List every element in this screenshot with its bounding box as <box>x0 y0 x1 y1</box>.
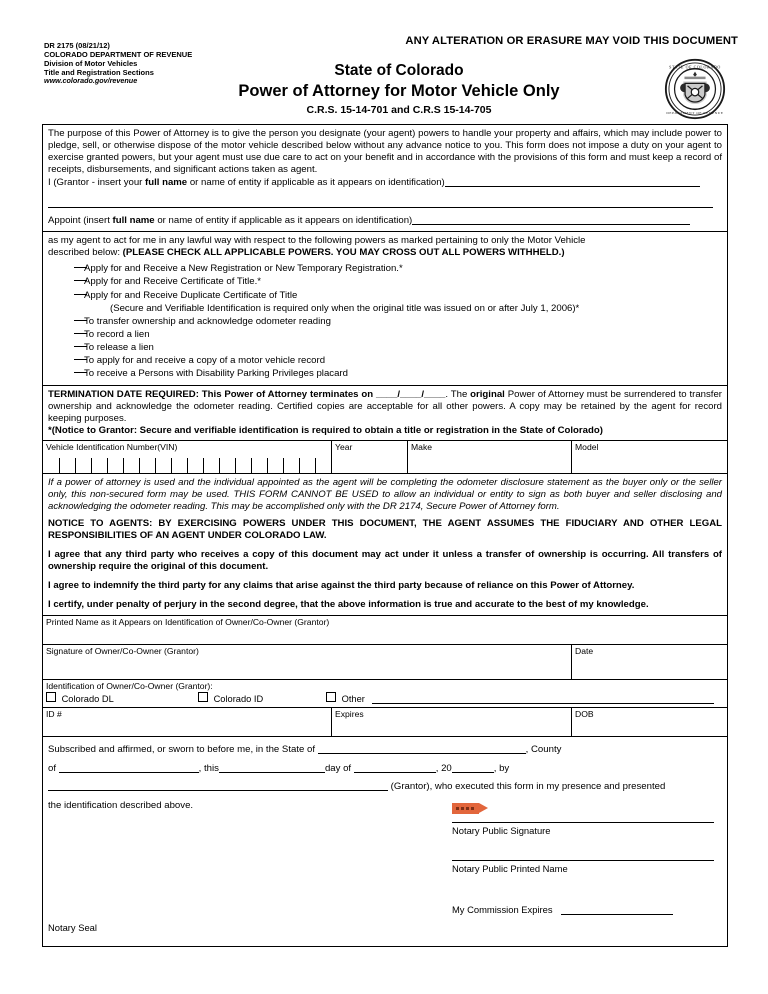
termination-original-bold: original <box>470 388 505 400</box>
notary-signature-line <box>452 822 714 823</box>
vehicle-info-table <box>43 440 727 473</box>
make-cell[interactable] <box>407 441 571 473</box>
year-cell[interactable] <box>331 441 407 473</box>
grantor-name-row-2 <box>48 198 722 210</box>
signature-label: Signature of Owner/Co-Owner (Grantor) <box>46 645 199 656</box>
appoint-prefix: Appoint (insert <box>48 215 113 227</box>
appoint-suffix: or name of entity if applicable as it appears on identification) <box>154 215 413 227</box>
power-label: To transfer ownership and acknowledge odometer reading <box>84 315 331 327</box>
statute-reference: C.R.S. 15-14-701 and C.R.S 15-14-705 <box>306 104 492 116</box>
checkbox-label: Colorado DL <box>61 693 114 704</box>
checkbox-label: Colorado ID <box>213 693 264 704</box>
termination-text-c: Power of Attorney must be surrendered to transfer ownership and acknowledge the odometer reading. Certified copies are acceptable for all other powers. A copy may be retained by the agent for record keeping purposes. <box>48 388 723 424</box>
notary-line1-b: , County <box>525 743 562 755</box>
power-label: Apply for and Receive Duplicate Certificate of Title <box>84 289 298 301</box>
grantor-name-input[interactable] <box>445 186 700 187</box>
appoint-row <box>48 215 722 229</box>
id-number-label: ID # <box>46 708 62 719</box>
agree-indemnify: I agree to indemnify the third party for any claims that arise against the third party because of reliance on this Power of Attorney. <box>48 579 635 591</box>
powers-section <box>43 231 727 384</box>
notary-line1-a: Subscribed and affirmed, or sworn to before me, in the State of <box>48 743 318 755</box>
appoint-name-input[interactable] <box>412 224 690 225</box>
notary-signature-block <box>48 816 722 944</box>
powers-intro-line1: as my agent to act for me in any lawful way with respect to the following powers as marked pertaining to only the Motor Vehicle <box>48 235 586 247</box>
vin-comb-boxes[interactable] <box>43 458 331 473</box>
powers-list <box>48 262 722 382</box>
notice-to-agents: NOTICE TO AGENTS: BY EXERCISING POWERS UNDER THIS DOCUMENT, THE AGENT ASSUMES THE FIDUCIARY AND OTHER LEGAL RESPONSIBILITIES OF AN AGENT UNDER COLORADO LAW. <box>48 517 722 541</box>
odometer-notice-section <box>43 473 727 516</box>
notary-printed-name-line <box>452 860 714 861</box>
power-checkbox-dash[interactable] <box>48 354 84 367</box>
power-label: To release a lien <box>84 342 154 354</box>
secure-id-note: (Secure and Verifiable Identification is required only when the original title was issued on or after July 1, 2006)* <box>110 302 580 314</box>
checkbox-box-icon <box>46 692 56 702</box>
year-label: Year <box>335 441 353 452</box>
termination-text-a: This Power of Attorney terminates on <box>198 388 377 400</box>
alteration-notice: ANY ALTERATION OR ERASURE MAY VOID THIS DOCUMENT <box>405 35 738 47</box>
state-title: State of Colorado <box>334 62 464 79</box>
termination-paragraph <box>48 389 722 425</box>
power-checkbox-dash[interactable] <box>48 262 84 275</box>
odometer-notice-caps: THIS FORM CANNOT BE USED <box>233 488 379 500</box>
grantor-name-row <box>48 177 722 189</box>
notary-line4: the identification described above. <box>48 800 194 812</box>
power-item-release-lien[interactable] <box>48 341 722 354</box>
date-cell[interactable] <box>571 645 727 679</box>
make-label: Make <box>411 441 433 452</box>
printed-name-row <box>43 615 727 644</box>
termination-date-input[interactable]: ____/____/____ <box>376 388 446 400</box>
identification-cell <box>43 680 727 707</box>
signature-cell[interactable] <box>43 645 571 679</box>
notary-line-2 <box>48 760 722 779</box>
appoint-fullname-bold: full name <box>112 215 155 227</box>
power-label: Apply for and Receive Certificate of Title.* <box>84 276 262 288</box>
odometer-notice-part3: to allow an individual or entity to sign as both buyer and seller disclosing and acknowledging the odometer reading. This may be accomplished only with the DR 2174, Secure Power of Attorney form. <box>48 488 722 512</box>
identification-label: Identification of Owner/Co-Owner (Grantor): <box>46 680 213 691</box>
model-cell[interactable] <box>571 441 727 473</box>
notary-signature-label: Notary Public Signature <box>452 824 551 836</box>
printed-name-cell[interactable] <box>43 616 727 644</box>
power-item-record-lien[interactable] <box>48 328 722 341</box>
power-label: To receive a Persons with Disability Parking Privileges placard <box>84 368 348 380</box>
id-number-cell[interactable] <box>43 708 331 736</box>
dob-label: DOB <box>575 708 594 719</box>
notary-state-input[interactable] <box>318 753 526 754</box>
dob-cell[interactable] <box>571 708 727 736</box>
grantor-suffix: or name of entity if applicable as it appears on identification) <box>187 177 445 189</box>
termination-text-b: . The <box>445 388 471 400</box>
termination-section <box>43 385 727 440</box>
svg-text:STATE OF COLORADO: STATE OF COLORADO <box>669 64 721 70</box>
commission-expires-field[interactable] <box>452 900 673 918</box>
odometer-notice-part1: If a power of attorney is used and the individual appointed as the agent will be completing the odometer disclosure statement as the buyer only or the seller only, this non-secured form may be used. <box>48 476 722 500</box>
model-label: Model <box>575 441 599 452</box>
svg-text:DEPARTMENT OF REVENUE: DEPARTMENT OF REVENUE <box>666 110 724 115</box>
powers-intro-line2 <box>48 247 722 259</box>
grantor-prefix: I (Grantor - insert your <box>48 177 146 189</box>
notary-line3-a: (Grantor), who executed this form in my presence and presented <box>390 781 666 793</box>
agreements-section <box>43 516 727 615</box>
form-body-box <box>42 124 728 947</box>
identification-row <box>43 679 727 707</box>
sections-name: Title and Registration Sections <box>44 67 154 77</box>
notary-printed-name-label: Notary Public Printed Name <box>452 862 568 874</box>
notary-printed-name-field[interactable] <box>452 860 714 874</box>
notary-line2-c: day of <box>324 762 354 774</box>
checkbox-other[interactable] <box>326 692 714 704</box>
power-checkbox-dash[interactable] <box>48 289 84 302</box>
grantor-name-input-line2[interactable] <box>48 207 713 208</box>
notary-day-input[interactable] <box>219 772 325 773</box>
notary-year-input[interactable] <box>452 772 494 773</box>
grantor-fullname-bold: full name <box>145 177 188 189</box>
notary-seal-label: Notary Seal <box>48 921 97 933</box>
other-id-input[interactable] <box>372 703 714 704</box>
notary-grantor-input[interactable] <box>48 790 388 791</box>
power-label: Apply for and Receive a New Registration or New Temporary Registration.* <box>84 263 403 275</box>
agency-website: www.colorado.gov/revenue <box>44 76 138 86</box>
notary-signature-field[interactable] <box>452 822 714 836</box>
power-item-disability-placard[interactable] <box>48 367 722 382</box>
notary-line-1 <box>48 741 722 760</box>
odometer-notice-paragraph <box>48 477 722 514</box>
powers-intro-prefix: described below: <box>48 247 123 259</box>
purpose-section <box>43 125 727 231</box>
notary-line2-a: of <box>48 762 59 774</box>
notary-line2-b: , this <box>198 762 219 774</box>
signature-row <box>43 644 727 679</box>
sign-here-tag-icon[interactable] <box>452 803 488 814</box>
power-item-transfer-ownership[interactable] <box>48 315 722 328</box>
expires-cell[interactable] <box>331 708 571 736</box>
power-item-vehicle-record-copy[interactable] <box>48 354 722 367</box>
checkbox-label: Other <box>341 693 365 704</box>
commission-expires-label: My Commission Expires <box>452 903 553 915</box>
id-details-row <box>43 707 727 736</box>
checkbox-box-icon <box>198 692 208 702</box>
powers-intro-bold: (PLEASE CHECK ALL APPLICABLE POWERS. YOU MAY CROSS OUT ALL POWERS WITHHELD.) <box>122 247 565 259</box>
certify-statement: I certify, under penalty of perjury in the second degree, that the above information is true and accurate to the best of my knowledge. <box>48 598 649 610</box>
vin-cell[interactable] <box>43 441 331 473</box>
notary-statement <box>48 741 722 816</box>
notary-line2-d: , 20 <box>435 762 452 774</box>
notary-month-input[interactable] <box>354 772 436 773</box>
division-name: Division of Motor Vehicles <box>44 58 138 68</box>
power-item-new-registration[interactable] <box>48 262 722 275</box>
grantor-secure-id-notice: *(Notice to Grantor: Secure and verifiable identification is required to obtain a title or registration in the State of Colorado) <box>48 424 603 436</box>
power-label: To apply for and receive a copy of a motor vehicle record <box>84 355 326 367</box>
checkbox-colorado-id[interactable] <box>198 692 263 704</box>
department-name: COLORADO DEPARTMENT OF REVENUE <box>44 49 193 59</box>
notary-line-3 <box>48 778 722 797</box>
purpose-paragraph: The purpose of this Power of Attorney is to give the person you designate (your agent) powers to handle your property and affairs, which may include power to pledge, sell, or otherwise dispose of the motor vehicle described below without any advance notice to you. This form does not impose a duty on your agent to exercise granted powers, but your agent must use due care to act on your benefit and in accordance with the provisions of this form and must keep a record of receipts, disbursements, and significant actions taken as agent. <box>48 128 722 176</box>
form-id: DR 2175 (08/21/12) <box>44 41 110 50</box>
power-label: To record a lien <box>84 328 150 340</box>
power-checkbox-dash[interactable] <box>48 328 84 341</box>
commission-expires-input[interactable] <box>561 914 673 915</box>
printed-name-label: Printed Name as it Appears on Identification of Owner/Co-Owner (Grantor) <box>46 616 330 627</box>
notary-line-4 <box>48 797 722 816</box>
notary-section <box>43 736 727 946</box>
checkbox-colorado-dl[interactable] <box>46 692 114 704</box>
page-title: Power of Attorney for Motor Vehicle Only <box>238 82 560 100</box>
power-checkbox-dash[interactable] <box>48 367 84 380</box>
checkbox-box-icon <box>326 692 336 702</box>
termination-label: TERMINATION DATE REQUIRED: <box>48 388 199 400</box>
power-item-certificate-of-title[interactable] <box>48 275 722 288</box>
power-checkbox-dash[interactable] <box>48 341 84 354</box>
agree-third-party: I agree that any third party who receives a copy of this document may act under it unless a transfer of ownership is occurring. All transfers of ownership require the original of this document. <box>48 548 722 572</box>
date-label: Date <box>575 645 594 656</box>
power-checkbox-dash[interactable] <box>48 275 84 288</box>
colorado-state-seal-icon <box>664 58 726 120</box>
notary-line2-e: , by <box>493 762 510 774</box>
power-checkbox-dash[interactable] <box>48 315 84 328</box>
vin-label: Vehicle Identification Number(VIN) <box>46 441 178 452</box>
notary-county-input[interactable] <box>59 772 199 773</box>
expires-label: Expires <box>335 708 364 719</box>
power-item-duplicate-title[interactable] <box>48 289 722 302</box>
